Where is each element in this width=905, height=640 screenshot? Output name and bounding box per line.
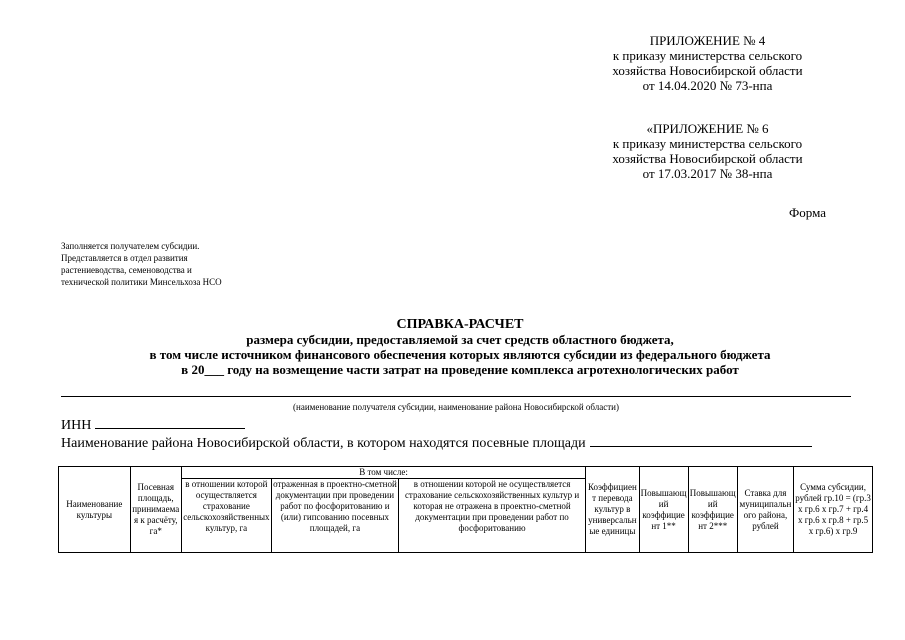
appendix-4-line: ПРИЛОЖЕНИЕ № 4 [649, 33, 766, 48]
filled-by-note [61, 240, 222, 288]
district-field[interactable] [590, 432, 812, 447]
appendix-6-line: хозяйства Новосибирской области [612, 151, 803, 166]
note-line: Представляется в отдел развития [61, 253, 188, 263]
note-line: технической политики Минсельхоза НСО [61, 277, 222, 287]
calculation-table [58, 466, 873, 553]
appendix-4-line: хозяйства Новосибирской области [612, 63, 803, 78]
title-line: в 20___ году на возмещение части затрат на проведение комплекса агротехнологических работ [181, 362, 739, 377]
header-sown-area: Посевная площадь, принимаемая к расчёту, га* [130, 467, 181, 553]
recipient-name-line[interactable] [61, 396, 851, 397]
appendix-4-block [560, 33, 855, 93]
appendix-4-line: к приказу министерства сельского [612, 48, 803, 63]
header-subsidy-sum: Сумма субсидии, рублей гр.10 = (гр.3 х гр.6 х гр.7 + гр.4 х гр.6 х гр.8 + гр.5 х гр.6) х гр.9 [794, 467, 873, 553]
inn-row [61, 414, 245, 434]
header-insured-area: в отношении которой осуществляется страхование сельскохозяйственных культур, га [181, 479, 271, 553]
recipient-caption: (наименование получателя субсидии, наименование района Новосибирской области) [293, 402, 619, 412]
appendix-6-line: «ПРИЛОЖЕНИЕ № 6 [646, 121, 769, 136]
document-title [60, 317, 860, 377]
note-line: Заполняется получателем субсидии. [61, 241, 200, 251]
title-line: размера субсидии, предоставляемой за счет средств областного бюджета, [246, 332, 674, 347]
inn-field[interactable] [95, 414, 245, 429]
header-not-insured-area: в отношении которой не осуществляется страхование сельскохозяйственных культур и которая не отражена в проектно-сметной документации при проведении работ по фосфоритованию [398, 479, 585, 553]
header-design-documentation-area: отраженная в проектно-сметной документации при проведении работ по фосфоритованию и (или) гипсованию посевных площадей, га [271, 479, 398, 553]
inn-label: ИНН [61, 418, 92, 433]
district-label: Наименование района Новосибирской области, в котором находятся посевные площади [61, 436, 586, 451]
form-label: Форма [789, 205, 826, 220]
appendix-6-line: от 17.03.2017 № 38-нпа [642, 166, 773, 181]
header-crop-name: Наименование культуры [59, 467, 131, 553]
header-increasing-coefficient-2: Повышающий коэффициент 2*** [688, 467, 737, 553]
district-row [61, 432, 812, 452]
appendix-6-block [560, 121, 855, 181]
note-line: растениеводства, семеноводства и [61, 265, 192, 275]
header-increasing-coefficient-1: Повышающий коэффициент 1** [639, 467, 688, 553]
appendix-6-line: к приказу министерства сельского [612, 136, 803, 151]
title-main: СПРАВКА-РАСЧЕТ [396, 317, 524, 332]
header-conversion-coefficient: Коэффициент перевода культур в универсальные единицы [586, 467, 639, 553]
appendix-4-line: от 14.04.2020 № 73-нпа [642, 78, 773, 93]
title-line: в том числе источником финансового обеспечения которых являются субсидии из федерального бюджета [149, 347, 771, 362]
header-municipal-rate: Ставка для муниципального района, рублей [737, 467, 793, 553]
header-including: В том числе: [181, 467, 585, 479]
